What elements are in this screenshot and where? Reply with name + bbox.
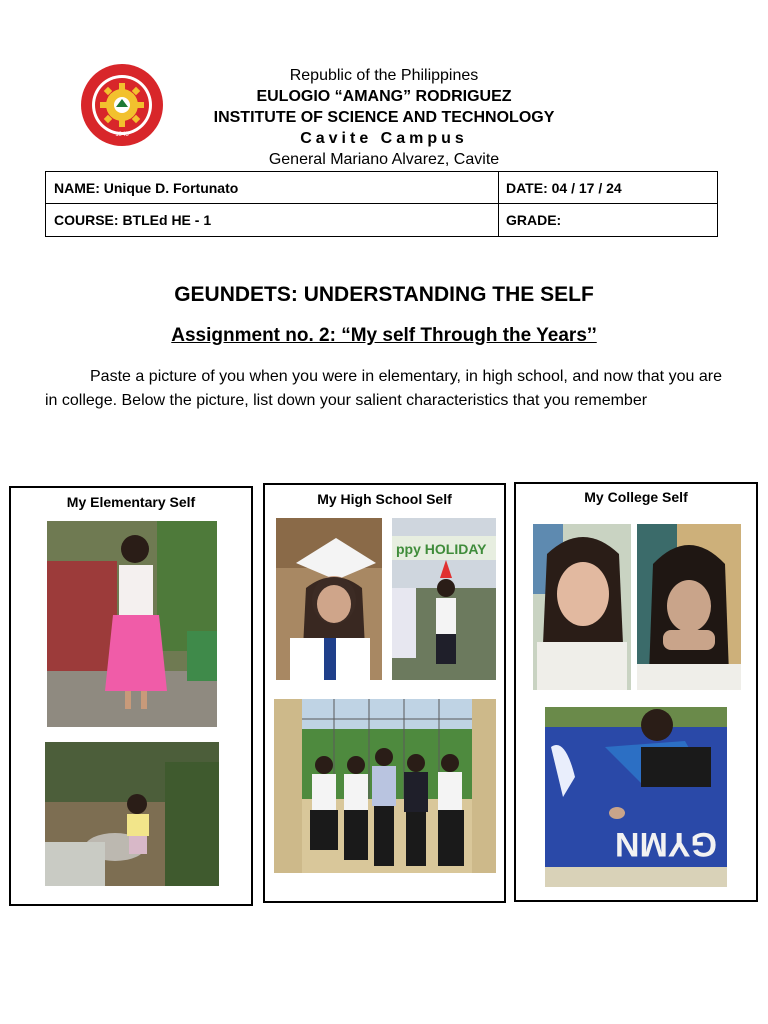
name-field: NAME: Unique D. Fortunato (54, 180, 239, 196)
date-field: DATE: 04 / 17 / 24 (506, 180, 622, 196)
highschool-photo-3 (274, 699, 496, 873)
elementary-photo-2 (45, 742, 219, 886)
header-address: General Mariano Alvarez, Cavite (268, 151, 500, 168)
highschool-panel-title: My High School Self (317, 491, 452, 507)
grade-field: GRADE: (506, 212, 562, 228)
college-photo-1 (533, 524, 631, 690)
highschool-panel (263, 483, 506, 903)
college-panel (514, 482, 758, 902)
college-panel-title: My College Self (584, 489, 688, 505)
elementary-panel-title: My Elementary Self (66, 494, 196, 510)
svg-text:1945: 1945 (115, 132, 129, 138)
document-title: GEUNDETS: UNDERSTANDING THE SELF (174, 283, 594, 306)
college-photo-2 (637, 524, 741, 690)
highschool-photo-1 (276, 518, 382, 680)
student-info-table (45, 171, 718, 237)
course-field: COURSE: BTLEd HE - 1 (54, 212, 212, 228)
college-photo-3 (545, 707, 727, 887)
header-republic: Republic of the Philippines (289, 67, 479, 84)
holiday-banner-text: ppy HOLIDAY (396, 541, 487, 557)
elementary-photo-1 (47, 521, 217, 727)
header-institute: INSTITUTE OF SCIENCE AND TECHNOLOGY (213, 109, 555, 126)
highschool-photo-2 (392, 518, 496, 680)
assignment-subtitle: Assignment no. 2: “My self Through the Years’’ (171, 325, 597, 346)
header-school-name: EULOGIO “AMANG” RODRIGUEZ (256, 88, 512, 105)
gym-mat-text: GYMN (615, 825, 717, 863)
instructions-paragraph: Paste a picture of you when you were in elementary, in high school, and now that you are in college. Below the picture, list down your salient characteristics that you remember (45, 368, 722, 409)
header-campus: Cavite Campus (300, 130, 468, 147)
elementary-panel (9, 486, 253, 906)
